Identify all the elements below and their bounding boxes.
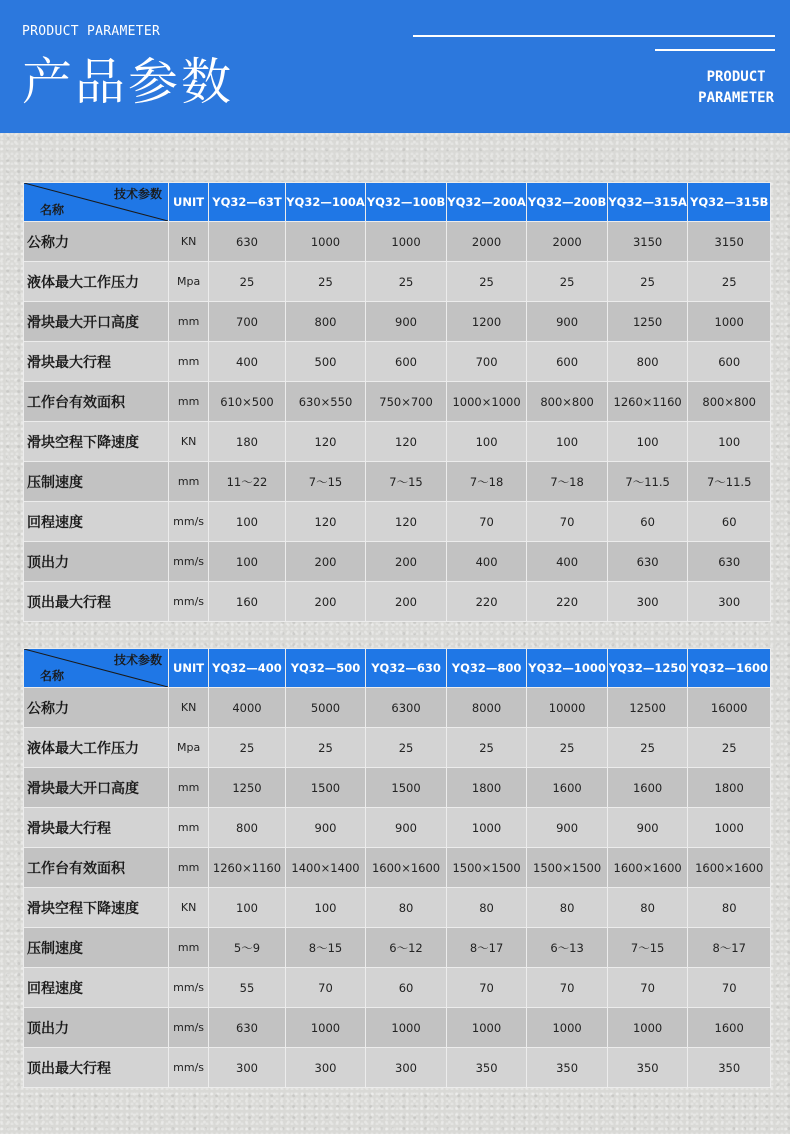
table-row — [24, 222, 771, 262]
value-cell: 80 — [607, 888, 688, 928]
model-header: YQ32—800 — [446, 649, 527, 688]
value-cell: 60 — [366, 968, 447, 1008]
unit-cell: mm/s — [168, 502, 208, 542]
value-cell: 70 — [527, 968, 608, 1008]
value-cell: 3150 — [607, 222, 688, 262]
value-cell: 7～15 — [607, 928, 688, 968]
value-cell: 25 — [366, 262, 447, 302]
param-name-cell: 滑块最大行程 — [24, 808, 169, 848]
unit-cell: mm/s — [168, 1008, 208, 1048]
value-cell: 80 — [688, 888, 771, 928]
table-row — [24, 342, 771, 382]
value-cell: 25 — [446, 728, 527, 768]
table-row — [24, 688, 771, 728]
table-row — [24, 542, 771, 582]
value-cell: 25 — [688, 262, 771, 302]
param-name-cell: 公称力 — [24, 222, 169, 262]
value-cell: 1500 — [285, 768, 366, 808]
value-cell: 1000×1000 — [446, 382, 527, 422]
value-cell: 25 — [209, 728, 286, 768]
table-row — [24, 968, 771, 1008]
value-cell: 1000 — [688, 302, 771, 342]
value-cell: 1000 — [285, 1008, 366, 1048]
value-cell: 1200 — [446, 302, 527, 342]
model-header: YQ32—315B — [688, 183, 771, 222]
value-cell: 630×550 — [285, 382, 366, 422]
value-cell: 630 — [688, 542, 771, 582]
value-cell: 70 — [607, 968, 688, 1008]
spec-table-1 — [23, 182, 771, 622]
corner-label-params: 技术参数 — [113, 187, 162, 201]
value-cell: 70 — [446, 502, 527, 542]
value-cell: 1000 — [285, 222, 366, 262]
value-cell: 80 — [366, 888, 447, 928]
value-cell: 5～9 — [209, 928, 286, 968]
param-name-cell: 滑块空程下降速度 — [24, 888, 169, 928]
value-cell: 120 — [366, 422, 447, 462]
value-cell: 1600×1600 — [607, 848, 688, 888]
value-cell: 12500 — [607, 688, 688, 728]
value-cell: 200 — [366, 542, 447, 582]
value-cell: 350 — [607, 1048, 688, 1088]
corner-header — [24, 649, 169, 688]
value-cell: 7～18 — [446, 462, 527, 502]
value-cell: 4000 — [209, 688, 286, 728]
value-cell: 7～11.5 — [607, 462, 688, 502]
value-cell: 6300 — [366, 688, 447, 728]
table-row — [24, 382, 771, 422]
value-cell: 1000 — [527, 1008, 608, 1048]
value-cell: 7～15 — [285, 462, 366, 502]
param-name-cell: 滑块最大行程 — [24, 342, 169, 382]
unit-cell: mm — [168, 928, 208, 968]
value-cell: 25 — [209, 262, 286, 302]
param-name-cell: 工作台有效面积 — [24, 382, 169, 422]
value-cell: 2000 — [446, 222, 527, 262]
value-cell: 16000 — [688, 688, 771, 728]
value-cell: 100 — [209, 888, 286, 928]
table-header-row — [24, 649, 771, 688]
param-name-cell: 工作台有效面积 — [24, 848, 169, 888]
value-cell: 160 — [209, 582, 286, 622]
table-row — [24, 768, 771, 808]
table-row — [24, 302, 771, 342]
value-cell: 400 — [209, 342, 286, 382]
unit-cell: mm — [168, 302, 208, 342]
value-cell: 8～17 — [446, 928, 527, 968]
value-cell: 5000 — [285, 688, 366, 728]
corner-label-name: 名称 — [40, 203, 65, 217]
unit-cell: mm/s — [168, 968, 208, 1008]
unit-header: UNIT — [168, 183, 208, 222]
param-name-cell: 液体最大工作压力 — [24, 262, 169, 302]
unit-header: UNIT — [168, 649, 208, 688]
value-cell: 700 — [209, 302, 286, 342]
unit-cell: KN — [168, 422, 208, 462]
value-cell: 25 — [366, 728, 447, 768]
value-cell: 1500×1500 — [527, 848, 608, 888]
param-name-cell: 压制速度 — [24, 462, 169, 502]
value-cell: 610×500 — [209, 382, 286, 422]
model-header: YQ32—200B — [527, 183, 608, 222]
value-cell: 1000 — [607, 1008, 688, 1048]
param-name-cell: 滑块最大开口高度 — [24, 302, 169, 342]
value-cell: 100 — [688, 422, 771, 462]
value-cell: 1000 — [688, 808, 771, 848]
value-cell: 100 — [446, 422, 527, 462]
unit-cell: KN — [168, 222, 208, 262]
spec-table-2 — [23, 648, 771, 1088]
value-cell: 25 — [446, 262, 527, 302]
value-cell: 200 — [366, 582, 447, 622]
table-row — [24, 422, 771, 462]
value-cell: 25 — [688, 728, 771, 768]
value-cell: 180 — [209, 422, 286, 462]
value-cell: 70 — [446, 968, 527, 1008]
value-cell: 70 — [527, 502, 608, 542]
value-cell: 1000 — [446, 808, 527, 848]
table-row — [24, 462, 771, 502]
page-title: 产品参数 — [22, 53, 234, 111]
header-right-line2: PARAMETER — [698, 90, 774, 106]
value-cell: 300 — [366, 1048, 447, 1088]
value-cell: 1600 — [607, 768, 688, 808]
value-cell: 900 — [527, 808, 608, 848]
value-cell: 25 — [607, 728, 688, 768]
header-banner — [0, 0, 790, 133]
value-cell: 80 — [527, 888, 608, 928]
value-cell: 1260×1160 — [607, 382, 688, 422]
table-row — [24, 1048, 771, 1088]
value-cell: 400 — [446, 542, 527, 582]
value-cell: 100 — [285, 888, 366, 928]
model-header: YQ32—100A — [285, 183, 366, 222]
unit-cell: mm — [168, 768, 208, 808]
value-cell: 1500 — [366, 768, 447, 808]
value-cell: 100 — [209, 502, 286, 542]
unit-cell: mm — [168, 382, 208, 422]
value-cell: 7～11.5 — [688, 462, 771, 502]
model-header: YQ32—63T — [209, 183, 286, 222]
value-cell: 220 — [446, 582, 527, 622]
corner-label-params: 技术参数 — [113, 653, 162, 667]
value-cell: 60 — [607, 502, 688, 542]
unit-cell: KN — [168, 888, 208, 928]
value-cell: 25 — [285, 262, 366, 302]
value-cell: 800 — [209, 808, 286, 848]
value-cell: 200 — [285, 542, 366, 582]
unit-cell: mm/s — [168, 582, 208, 622]
value-cell: 630 — [209, 1008, 286, 1048]
value-cell: 100 — [209, 542, 286, 582]
value-cell: 1000 — [446, 1008, 527, 1048]
unit-cell: mm/s — [168, 542, 208, 582]
header-small-label: PRODUCT PARAMETER — [22, 24, 161, 39]
header-right-label — [698, 67, 774, 109]
unit-cell: Mpa — [168, 728, 208, 768]
value-cell: 120 — [366, 502, 447, 542]
value-cell: 1500×1500 — [446, 848, 527, 888]
value-cell: 25 — [527, 262, 608, 302]
value-cell: 350 — [688, 1048, 771, 1088]
value-cell: 3150 — [688, 222, 771, 262]
value-cell: 10000 — [527, 688, 608, 728]
unit-cell: mm/s — [168, 1048, 208, 1088]
value-cell: 100 — [527, 422, 608, 462]
value-cell: 1800 — [688, 768, 771, 808]
param-name-cell: 顶出力 — [24, 1008, 169, 1048]
value-cell: 300 — [607, 582, 688, 622]
param-name-cell: 回程速度 — [24, 968, 169, 1008]
value-cell: 1800 — [446, 768, 527, 808]
value-cell: 55 — [209, 968, 286, 1008]
model-header: YQ32—100B — [366, 183, 447, 222]
corner-label-name: 名称 — [40, 669, 65, 683]
value-cell: 120 — [285, 422, 366, 462]
value-cell: 1600×1600 — [366, 848, 447, 888]
table-row — [24, 808, 771, 848]
value-cell: 70 — [285, 968, 366, 1008]
model-header: YQ32—500 — [285, 649, 366, 688]
value-cell: 800 — [285, 302, 366, 342]
corner-header — [24, 183, 169, 222]
value-cell: 25 — [607, 262, 688, 302]
value-cell: 600 — [527, 342, 608, 382]
table-row — [24, 502, 771, 542]
param-name-cell: 顶出力 — [24, 542, 169, 582]
value-cell: 25 — [527, 728, 608, 768]
value-cell: 1000 — [366, 222, 447, 262]
value-cell: 2000 — [527, 222, 608, 262]
model-header: YQ32—1000 — [527, 649, 608, 688]
value-cell: 300 — [285, 1048, 366, 1088]
value-cell: 25 — [285, 728, 366, 768]
value-cell: 630 — [209, 222, 286, 262]
value-cell: 1250 — [209, 768, 286, 808]
table-row — [24, 928, 771, 968]
table-row — [24, 728, 771, 768]
value-cell: 11～22 — [209, 462, 286, 502]
header-divider-short — [655, 49, 775, 51]
value-cell: 1260×1160 — [209, 848, 286, 888]
param-name-cell: 压制速度 — [24, 928, 169, 968]
param-name-cell: 公称力 — [24, 688, 169, 728]
value-cell: 900 — [366, 808, 447, 848]
value-cell: 220 — [527, 582, 608, 622]
param-name-cell: 滑块空程下降速度 — [24, 422, 169, 462]
value-cell: 1250 — [607, 302, 688, 342]
value-cell: 60 — [688, 502, 771, 542]
value-cell: 900 — [527, 302, 608, 342]
value-cell: 7～15 — [366, 462, 447, 502]
model-header: YQ32—400 — [209, 649, 286, 688]
value-cell: 1600 — [527, 768, 608, 808]
unit-cell: mm — [168, 462, 208, 502]
table-row — [24, 582, 771, 622]
unit-cell: mm — [168, 808, 208, 848]
value-cell: 350 — [446, 1048, 527, 1088]
table-row — [24, 262, 771, 302]
value-cell: 900 — [607, 808, 688, 848]
value-cell: 750×700 — [366, 382, 447, 422]
header-right-line1: PRODUCT — [706, 69, 766, 85]
value-cell: 500 — [285, 342, 366, 382]
value-cell: 8～17 — [688, 928, 771, 968]
value-cell: 7～18 — [527, 462, 608, 502]
value-cell: 120 — [285, 502, 366, 542]
model-header: YQ32—200A — [446, 183, 527, 222]
value-cell: 630 — [607, 542, 688, 582]
value-cell: 70 — [688, 968, 771, 1008]
value-cell: 600 — [688, 342, 771, 382]
value-cell: 300 — [209, 1048, 286, 1088]
table-row — [24, 848, 771, 888]
value-cell: 1400×1400 — [285, 848, 366, 888]
value-cell: 200 — [285, 582, 366, 622]
unit-cell: Mpa — [168, 262, 208, 302]
value-cell: 400 — [527, 542, 608, 582]
model-header: YQ32—1250 — [607, 649, 688, 688]
value-cell: 900 — [285, 808, 366, 848]
value-cell: 700 — [446, 342, 527, 382]
unit-cell: KN — [168, 688, 208, 728]
value-cell: 350 — [527, 1048, 608, 1088]
value-cell: 6～13 — [527, 928, 608, 968]
param-name-cell: 回程速度 — [24, 502, 169, 542]
value-cell: 800×800 — [527, 382, 608, 422]
param-name-cell: 顶出最大行程 — [24, 582, 169, 622]
unit-cell: mm — [168, 848, 208, 888]
unit-cell: mm — [168, 342, 208, 382]
value-cell: 6～12 — [366, 928, 447, 968]
model-header: YQ32—630 — [366, 649, 447, 688]
value-cell: 300 — [688, 582, 771, 622]
value-cell: 8000 — [446, 688, 527, 728]
value-cell: 1000 — [366, 1008, 447, 1048]
value-cell: 1600×1600 — [688, 848, 771, 888]
value-cell: 8～15 — [285, 928, 366, 968]
model-header: YQ32—315A — [607, 183, 688, 222]
model-header: YQ32—1600 — [688, 649, 771, 688]
table-row — [24, 1008, 771, 1048]
table-header-row — [24, 183, 771, 222]
value-cell: 900 — [366, 302, 447, 342]
param-name-cell: 顶出最大行程 — [24, 1048, 169, 1088]
value-cell: 100 — [607, 422, 688, 462]
value-cell: 1600 — [688, 1008, 771, 1048]
header-divider-long — [413, 35, 775, 37]
param-name-cell: 滑块最大开口高度 — [24, 768, 169, 808]
table-row — [24, 888, 771, 928]
param-name-cell: 液体最大工作压力 — [24, 728, 169, 768]
value-cell: 80 — [446, 888, 527, 928]
value-cell: 800 — [607, 342, 688, 382]
value-cell: 600 — [366, 342, 447, 382]
value-cell: 800×800 — [688, 382, 771, 422]
